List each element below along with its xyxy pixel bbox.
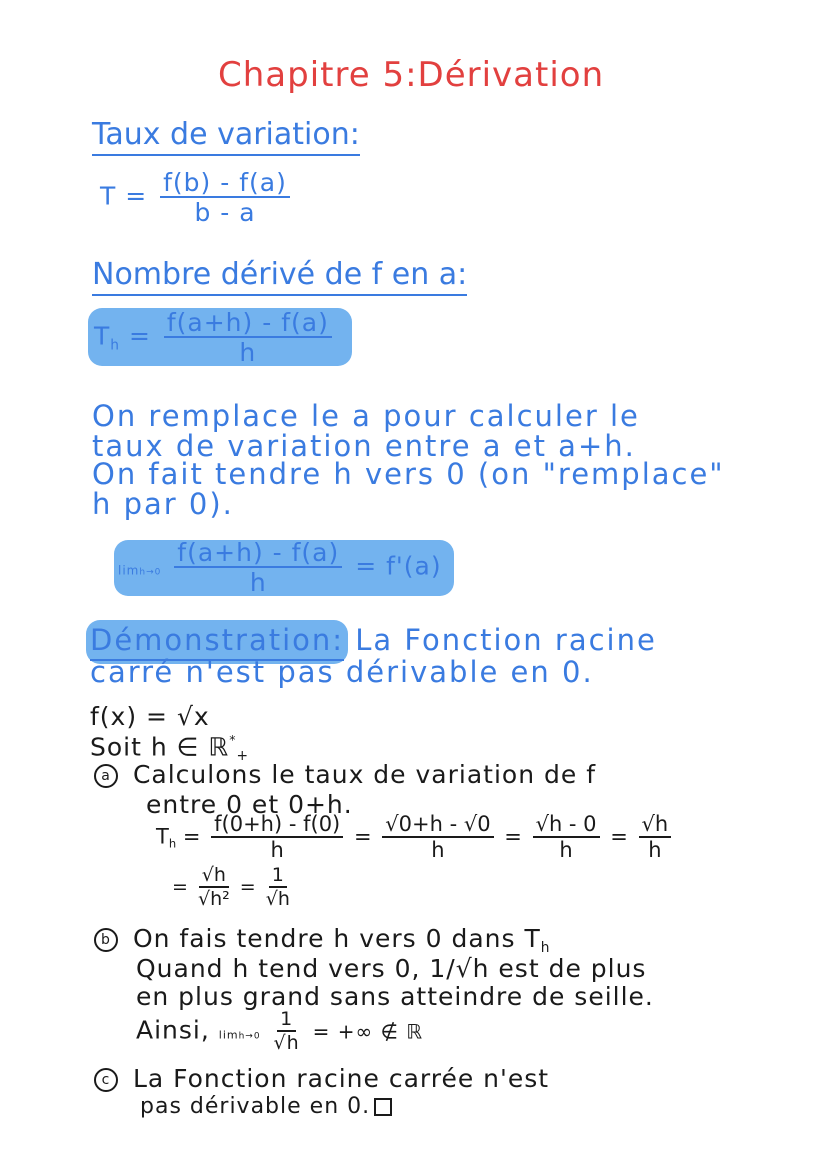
nombre-derive-heading: Nombre dérivé de f en a: [92,260,467,290]
part-b-line-1: b On fais tendre h vers 0 dans $T_h$ [94,926,550,956]
nombre-derive-formula: $T_h$ = $\frac{f(a+h) - f(a)}{h}$ [94,310,336,365]
demonstration-line-2: carré n'est pas dérivable en 0. [90,655,594,689]
part-a-line-2: entre 0 et 0+h. [146,790,353,819]
taux-formula: T = $\frac{f(b) - f(a)}{b - a}$ [100,170,294,225]
part-c-line-1: c La Fonction racine carrée n'est [94,1066,549,1092]
explanation-line-4: h par 0). [92,487,234,521]
page-title: Chapitre 5:Dérivation [218,55,605,95]
taux-heading: Taux de variation: [92,120,360,150]
part-b-marker: b [94,928,118,952]
part-a-marker: a [94,764,118,788]
part-b-line-2: Quand h tend vers 0, 1/√h est de plus [136,954,647,983]
soit-line: Soit h ∈ ℝ*$_+$ [90,732,249,765]
limit-formula: limh→0 $\frac{f(a+h) - f(a)}{h}$ = f'(a) [118,538,442,597]
taux-fraction: $\frac{f(b) - f(a)}{b - a}$ [160,170,290,225]
part-c-marker: c [94,1068,118,1092]
part-b-conclusion: Ainsi, limh→0 $\frac{1}{√h}$ = +∞ ∉ ℝ [136,1008,424,1054]
part-a-simplification: = $\frac{√h}{\text{√h²}}$ = $\frac{1}{√h}$ [172,864,290,910]
explanation-line-3: On fait tendre h vers 0 (on "remplace" [92,457,725,491]
part-a-computation: $T_h$ = $\frac{f(0+h) - f(0)}{h}$ = $\frac{√0+h - √0}{h}$ = $\frac{√h - 0}{h}$ = $\frac{√h}{h}$ [156,814,675,861]
demonstration-line-1: Démonstration: La Fonction racine [90,626,657,655]
limit-fraction: $\frac{f(a+h) - f(a)}{h}$ [174,540,342,595]
function-definition: f(x) = √x [90,702,210,731]
part-a-line-1: a Calculons le taux de variation de f [94,762,596,788]
explanation-line-2: taux de variation entre a et a+h. [92,429,636,463]
nombre-derive-fraction: $\frac{f(a+h) - f(a)}{h}$ [164,310,332,365]
part-b-line-3: en plus grand sans atteindre de seille. [136,982,654,1011]
explanation-line-1: On remplace le a pour calculer le [92,399,640,433]
qed-square-icon [374,1098,392,1116]
part-c-line-2: pas dérivable en 0. [140,1096,392,1118]
